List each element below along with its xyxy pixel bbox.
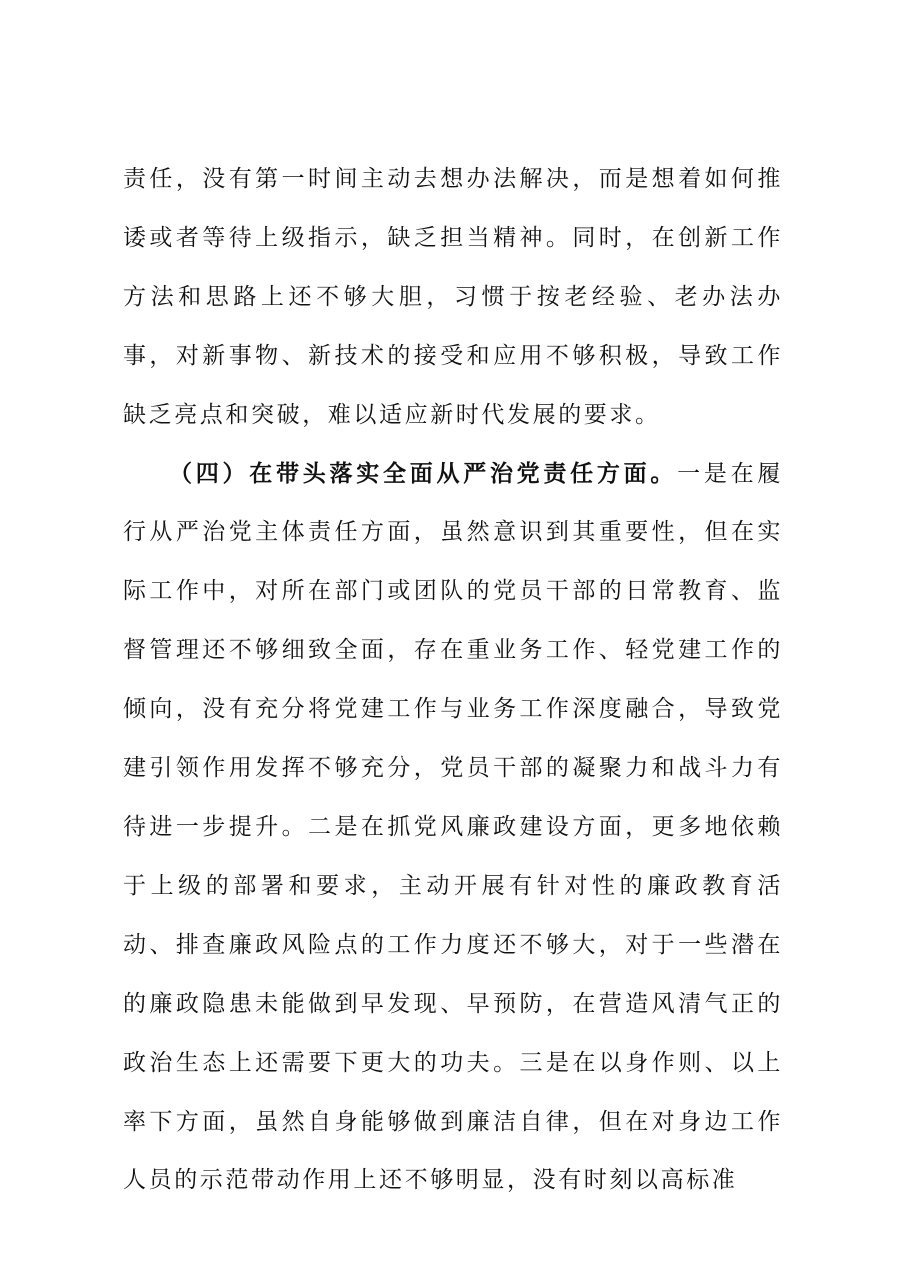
- section-body: 一是在履行从严治党主体责任方面，虽然意识到其重要性，但在实际工作中，对所在部门或团队的党员干部的日常教育、监督管理还不够细致全面，存在重业务工作、轻党建工作的倾向，没有充分将党建工作与业务工作深度融合，导致党建引领作用发挥不够充分，党员干部的凝聚力和战斗力有待进一步提升。二是在抓党风廉政建设方面，更多地依赖于上级的部署和要求，主动开展有针对性的廉政教育活动、排查廉政风险点的工作力度还不够大，对于一些潜在的廉政隐患未能做到早发现、早预防，在营造风清气正的政治生态上还需要下更大的功夫。三是在以身作则、以上率下方面，虽然自身能够做到廉洁自律，但在对身边工作人员的示范带动作用上还不够明显，没有时刻以高标准: [123, 460, 783, 1194]
- paragraph-section-four: [123, 445, 783, 1211]
- paragraph-continued: 责任，没有第一时间主动去想办法解决，而是想着如何推诿或者等待上级指示，缺乏担当精神。同时，在创新工作方法和思路上还不够大胆，习惯于按老经验、老办法办事，对新事物、新技术的接受和应用不够积极，导致工作缺乏亮点和突破，难以适应新时代发展的要求。: [123, 166, 783, 428]
- document-body: [123, 150, 783, 1210]
- section-heading: （四）在带头落实全面从严治党责任方面。: [169, 459, 678, 487]
